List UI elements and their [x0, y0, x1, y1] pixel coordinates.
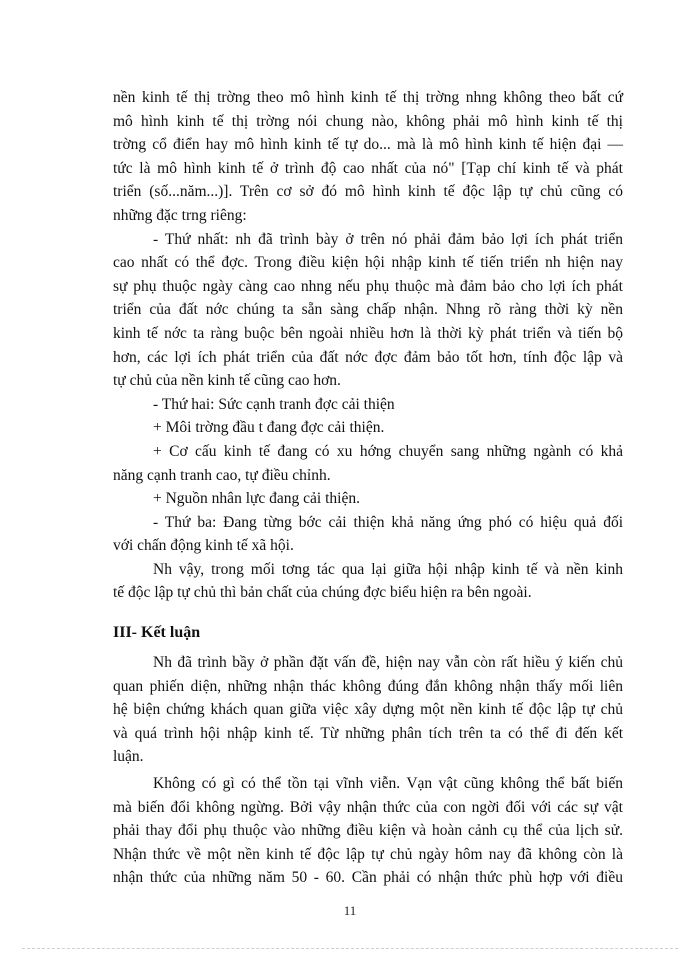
paragraph-second-point [113, 393, 623, 417]
text-line: - Thứ nhất: nh đã trình bày ở trên nó phải đảm bảo lợi ích phát triển [153, 230, 623, 248]
text-line: + Nguồn nhân lực đang cải thiện. [153, 490, 360, 508]
text-line: tức là mô hình kinh tế ở trình độ cao nhất của nó" [Tạp chí kinh tế và phát [113, 159, 623, 177]
text-line: Nh đã trình bầy ở phần đặt vấn đề, hiện nay vẫn còn rất hiều ý kiến chủ [153, 654, 623, 672]
paragraph-sub-structure [113, 440, 623, 487]
text-line: tự chủ của nền kinh tế cũng cao hơn. [113, 372, 341, 390]
page-body [113, 86, 623, 890]
text-line: Nh vậy, trong mối tơng tác qua lại giữa hội nhập kinh tế và nền kinh [153, 560, 623, 578]
text-line: hệ biện chứng khách quan giữa việc xây dựng một nền kinh tế độc lập tự chủ [113, 701, 623, 719]
paragraph-conclusion-2 [113, 772, 623, 890]
page-number: 11 [343, 903, 357, 918]
text-line: với chấn động kinh tế xã hội. [113, 537, 294, 555]
text-line: sự phụ thuộc ngày càng cao nhng nếu phụ thuộc mà đảm bảo cho lợi ích phát [113, 277, 623, 295]
text-line: triển (số...năm...)]. Trên cơ sở đó mô hình kinh tế độc lập tự chủ cũng có [113, 183, 623, 201]
text-line: - Thứ hai: Sức cạnh tranh đợc cải thiện [153, 395, 395, 413]
paragraph-sub-workforce [113, 487, 623, 511]
text-line: - Thứ ba: Đang từng bớc cải thiện khả năng ứng phó có hiệu quả đối [153, 513, 623, 531]
text-line: và quá trình hội nhập kinh tế. Từ những phân tích trên ta có thể đi đến kết [113, 724, 623, 742]
paragraph-sub-environment [113, 416, 623, 440]
text-line: nhận thức của những năm 50 - 60. Cần phải có nhận thức phù hợp với điều [113, 869, 623, 887]
text-line: triển của đất nớc chúng ta sẵn sàng chấp nhận. Nhng rõ ràng thời kỳ nền [113, 301, 623, 319]
text-line: + Cơ cấu kinh tế đang có xu hớng chuyển sang những ngành có khả [153, 442, 623, 460]
text-line: trờng cổ điển hay mô hình kinh tế tự do... mà là mô hình kinh tế hiện đại — [113, 136, 623, 154]
text-line: + Môi trờng đầu t đang đợc cải thiện. [153, 419, 385, 437]
paragraph-first-point [113, 228, 623, 393]
paragraph-summary [113, 558, 623, 605]
page-bottom-divider [22, 948, 678, 949]
text-line: cao nhất có thể đợc. Trong điều kiện hội nhập kinh tế tiến triển nh hiện nay [113, 254, 623, 272]
paragraph-third-point [113, 511, 623, 558]
section-spacer [113, 605, 623, 619]
text-line: Không có gì có thể tồn tại vĩnh viễn. Vạn vật cũng không thể bất biến [153, 775, 623, 793]
text-line: phải thay đổi phụ thuộc vào những điều kiện và hoàn cảnh cụ thể của lịch sử. [113, 822, 623, 840]
text-line: Nhận thức về một nền kinh tế độc lập tự chủ ngày hôm nay đã không còn là [113, 845, 623, 863]
text-line: quan phiến diện, những nhận thác không đúng đắn không nhận thấy mối liên [113, 677, 623, 695]
text-line: hơn, các lợi ích phát triển của đất nớc đợc đảm bảo tốt hơn, tính độc lập và [113, 348, 623, 366]
text-line: mà biến đổi không ngừng. Bởi vậy nhận thức của con ngời đối với các sự vật [113, 798, 623, 816]
text-line: tế độc lập tự chủ thì bản chất của chúng đợc biểu hiện ra bên ngoài. [113, 584, 532, 602]
section-heading: III- Kết luận [113, 624, 201, 642]
text-line: nền kinh tế thị trờng theo mô hình kinh tế thị trờng nhng không theo bất cứ [113, 89, 623, 106]
text-line: mô hình kinh tế thị trờng nói chung nào, không phải mô hình kinh tế thị [113, 112, 623, 130]
paragraph-1 [113, 86, 623, 228]
text-line: những đặc trng riêng: [113, 206, 247, 224]
text-line: năng cạnh tranh cao, tự điều chỉnh. [113, 466, 331, 484]
text-line: luận. [113, 748, 144, 766]
text-line: kinh tế nớc ta ràng buộc bên ngoài nhiều hơn là thời kỳ phát triển và tiến bộ [113, 324, 623, 342]
paragraph-conclusion-1 [113, 651, 623, 769]
